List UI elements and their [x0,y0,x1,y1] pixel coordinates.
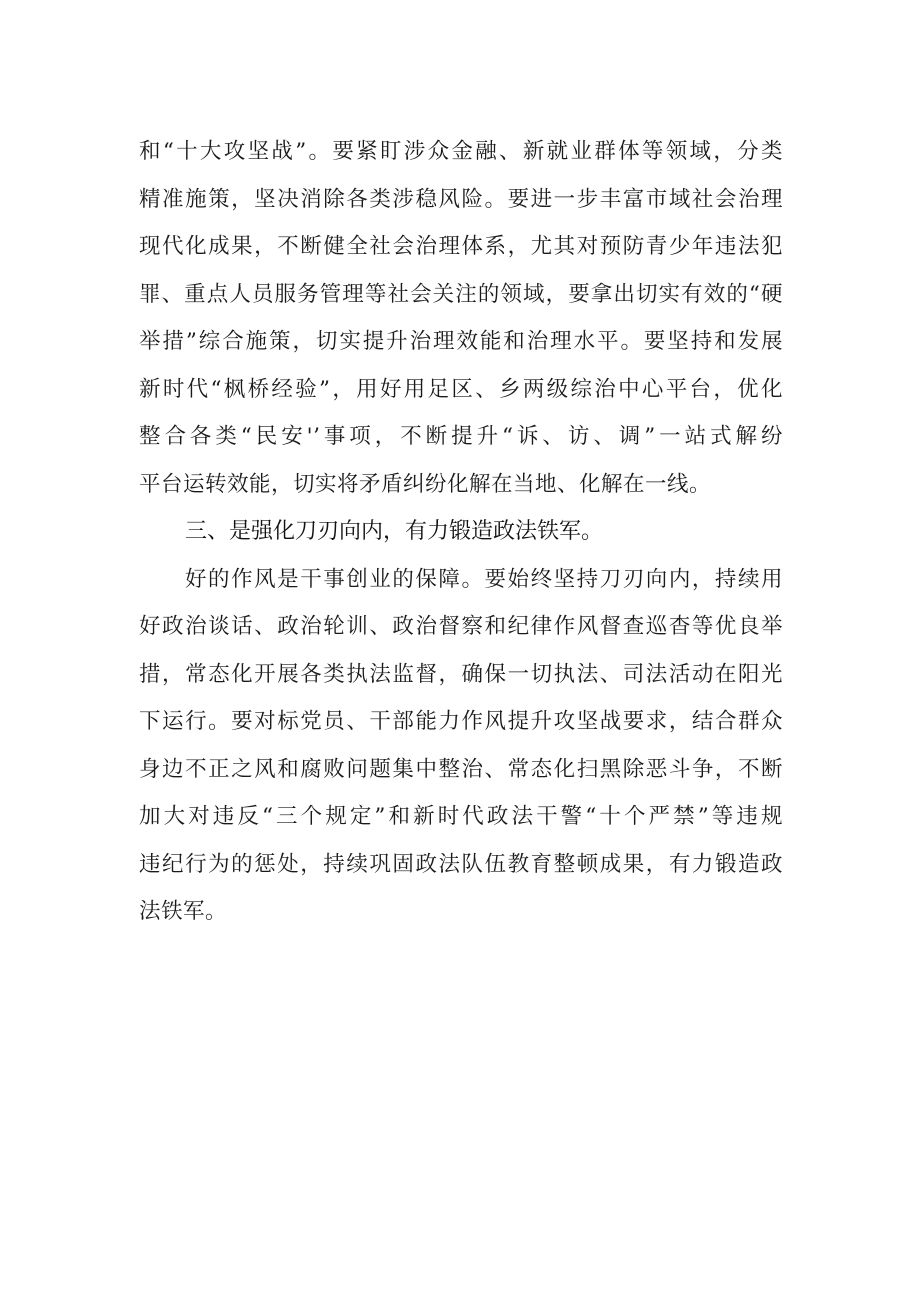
document-body [139,128,783,936]
section-heading-3: 三、是强化刀刃向内，有力锻造政法铁军。 [185,519,604,544]
paragraph-line: 下运行。要对标党员、干部能力作风提升攻坚战要求，结合群众 [139,709,783,734]
paragraph-line: 新时代“枫桥经验”，用好用足区、乡两级综治中心平台，优化 [139,376,783,402]
paragraph-line: 现代化成果，不断健全社会治理体系，尤其对预防青少年违法犯 [139,234,783,259]
paragraph-line: 举措”综合施策，切实提升治理效能和治理水平。要坚持和发展 [139,329,783,354]
paragraph-line: 精准施策，坚决消除各类涉稳风险。要进一步丰富市域社会治理 [139,186,783,212]
paragraph-line: 加大对违反“三个规定”和新时代政法干警“十个严禁”等违规 [139,804,783,829]
paragraph-line: 整合各类“民安'’事项，不断提升“诉、访、调”一站式解纷 [139,424,783,449]
paragraph-line: 好的作风是干事创业的保障。要始终坚持刀刃向内，持续用 [185,566,783,592]
paragraph-line: 和“十大攻坚战”。要紧盯涉众金融、新就业群体等领域，分类 [139,139,783,164]
paragraph-line: 平台运转效能，切实将矛盾纠纷化解在当地、化解在一线。 [139,471,712,497]
paragraph-line: 好政治谈话、政治轮训、政治督察和纪律作风督查巡杳等优良举 [139,614,783,639]
paragraph-line: 身边不正之风和腐败问题集中整治、常态化扫黑除恶斗争，不断 [139,756,783,782]
paragraph-social-governance [139,128,783,508]
paragraph-line: 罪、重点人员服务管理等社会关注的领域，要拿出切实有效的“硬 [139,281,783,307]
paragraph-discipline [139,556,783,936]
paragraph-line: 违纪行为的惩处，持续巩固政法队伍教育整顿成果，有力锻造政 [139,851,783,877]
paragraph-line: 法铁军。 [139,899,228,924]
paragraph-line: 措，常态化开展各类执法监督，确保一切执法、司法活动在阳光 [139,661,783,687]
